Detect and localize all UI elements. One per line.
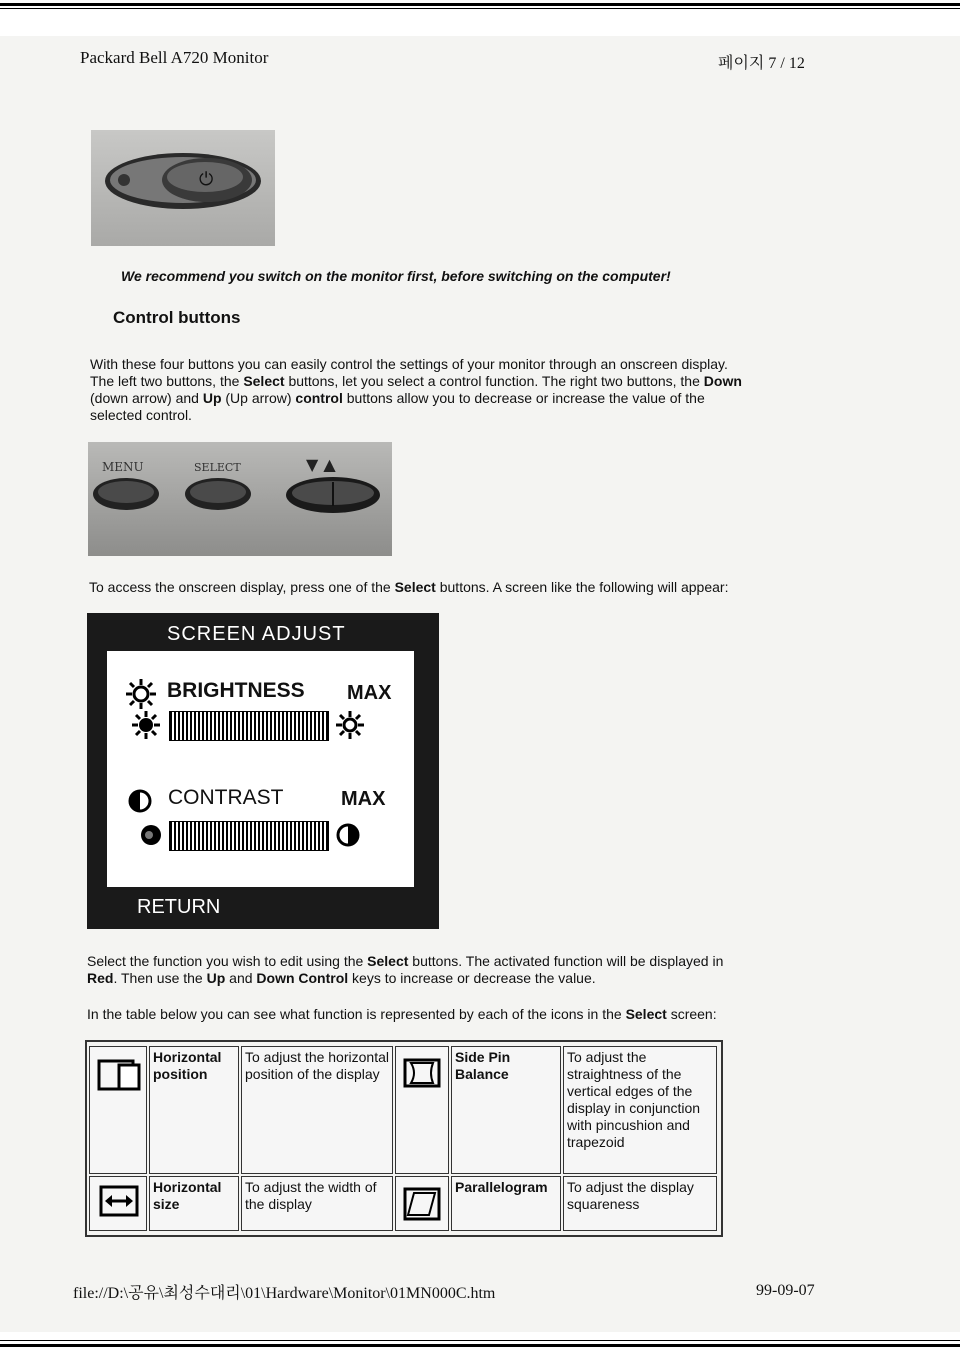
parallelogram-icon <box>403 1187 443 1221</box>
file-path: file://D:\공유\최성수대리\01\Hardware\Monitor\01MN000C.htm <box>73 1285 496 1302</box>
onscreen-display <box>87 613 439 929</box>
osd-title: SCREEN ADJUST <box>167 623 346 645</box>
page-indicator: 페이지 7 / 12 <box>718 55 805 72</box>
intro-paragraph: With these four buttons you can easily control the settings of your monitor through an onscreen display. The left two buttons, the Select buttons, let you select a control function. The right two buttons, the Down (down arrow) and Up (Up arrow) control buttons allow you to decrease or increase the value of the selected control. <box>90 356 742 423</box>
arrows-label: ▼ ▲ <box>306 455 336 474</box>
horizontal-size-icon <box>99 1185 139 1217</box>
contrast-slider <box>169 821 329 851</box>
section-heading: Control buttons <box>113 308 241 327</box>
contrast-icon <box>127 788 153 814</box>
osd-panel <box>107 651 414 887</box>
bottom-rule-thin <box>0 1340 960 1341</box>
contrast-max-label: MAX <box>341 788 386 810</box>
print-date: 99-09-07 <box>756 1282 815 1299</box>
table-cell-icon <box>395 1176 449 1231</box>
contrast-max-icon <box>335 822 361 848</box>
svg-text:⏻: ⏻ <box>199 169 214 190</box>
contrast-min-icon <box>138 822 164 848</box>
table-cell-desc: To adjust the horizontal position of the display <box>241 1046 393 1174</box>
brightness-slider <box>169 711 329 741</box>
table-cell-name: Horizontal size <box>149 1176 239 1231</box>
brightness-label: BRIGHTNESS <box>167 679 305 702</box>
side-pin-balance-icon <box>403 1057 443 1089</box>
table-cell-desc: To adjust the width of the display <box>241 1176 393 1231</box>
horizontal-position-icon <box>97 1057 143 1093</box>
brightness-max-icon <box>335 710 365 740</box>
power-button-photo <box>91 130 275 246</box>
brightness-max-label: MAX <box>347 682 392 704</box>
access-instructions: To access the onscreen display, press one of the Select buttons. A screen like the following will appear: <box>89 579 729 595</box>
recommendation-note: We recommend you switch on the monitor first, before switching on the computer! <box>121 268 671 284</box>
brightness-icon <box>125 678 157 710</box>
table-intro: In the table below you can see what function is represented by each of the icons in the Select screen: <box>87 1006 717 1022</box>
top-rule-thin <box>0 8 960 9</box>
menu-label: MENU <box>102 460 144 474</box>
brightness-min-icon <box>131 710 161 740</box>
select-paragraph: Select the function you wish to edit using the Select buttons. The activated function will be displayed in Red. Then use the Up and Down Control keys to increase or decrease the value. <box>87 953 724 986</box>
function-table <box>85 1040 723 1237</box>
top-rule <box>0 3 960 6</box>
table-cell-desc: To adjust the display squareness <box>563 1176 717 1231</box>
table-cell-desc: To adjust the straightness of the vertical edges of the display in conjunction with pincushion and trapezoid <box>563 1046 717 1174</box>
bottom-rule <box>0 1344 960 1347</box>
table-cell-name: Parallelogram <box>451 1176 561 1231</box>
table-cell-icon <box>89 1046 147 1174</box>
select-label: SELECT <box>194 461 241 474</box>
table-cell-name: Side Pin Balance <box>451 1046 561 1174</box>
table-cell-icon <box>89 1176 147 1231</box>
document-title: Packard Bell A720 Monitor <box>80 48 269 67</box>
table-cell-icon <box>395 1046 449 1174</box>
control-buttons-photo <box>88 442 392 556</box>
table-cell-name: Horizontal position <box>149 1046 239 1174</box>
osd-return: RETURN <box>137 896 221 918</box>
contrast-label: CONTRAST <box>168 786 284 809</box>
